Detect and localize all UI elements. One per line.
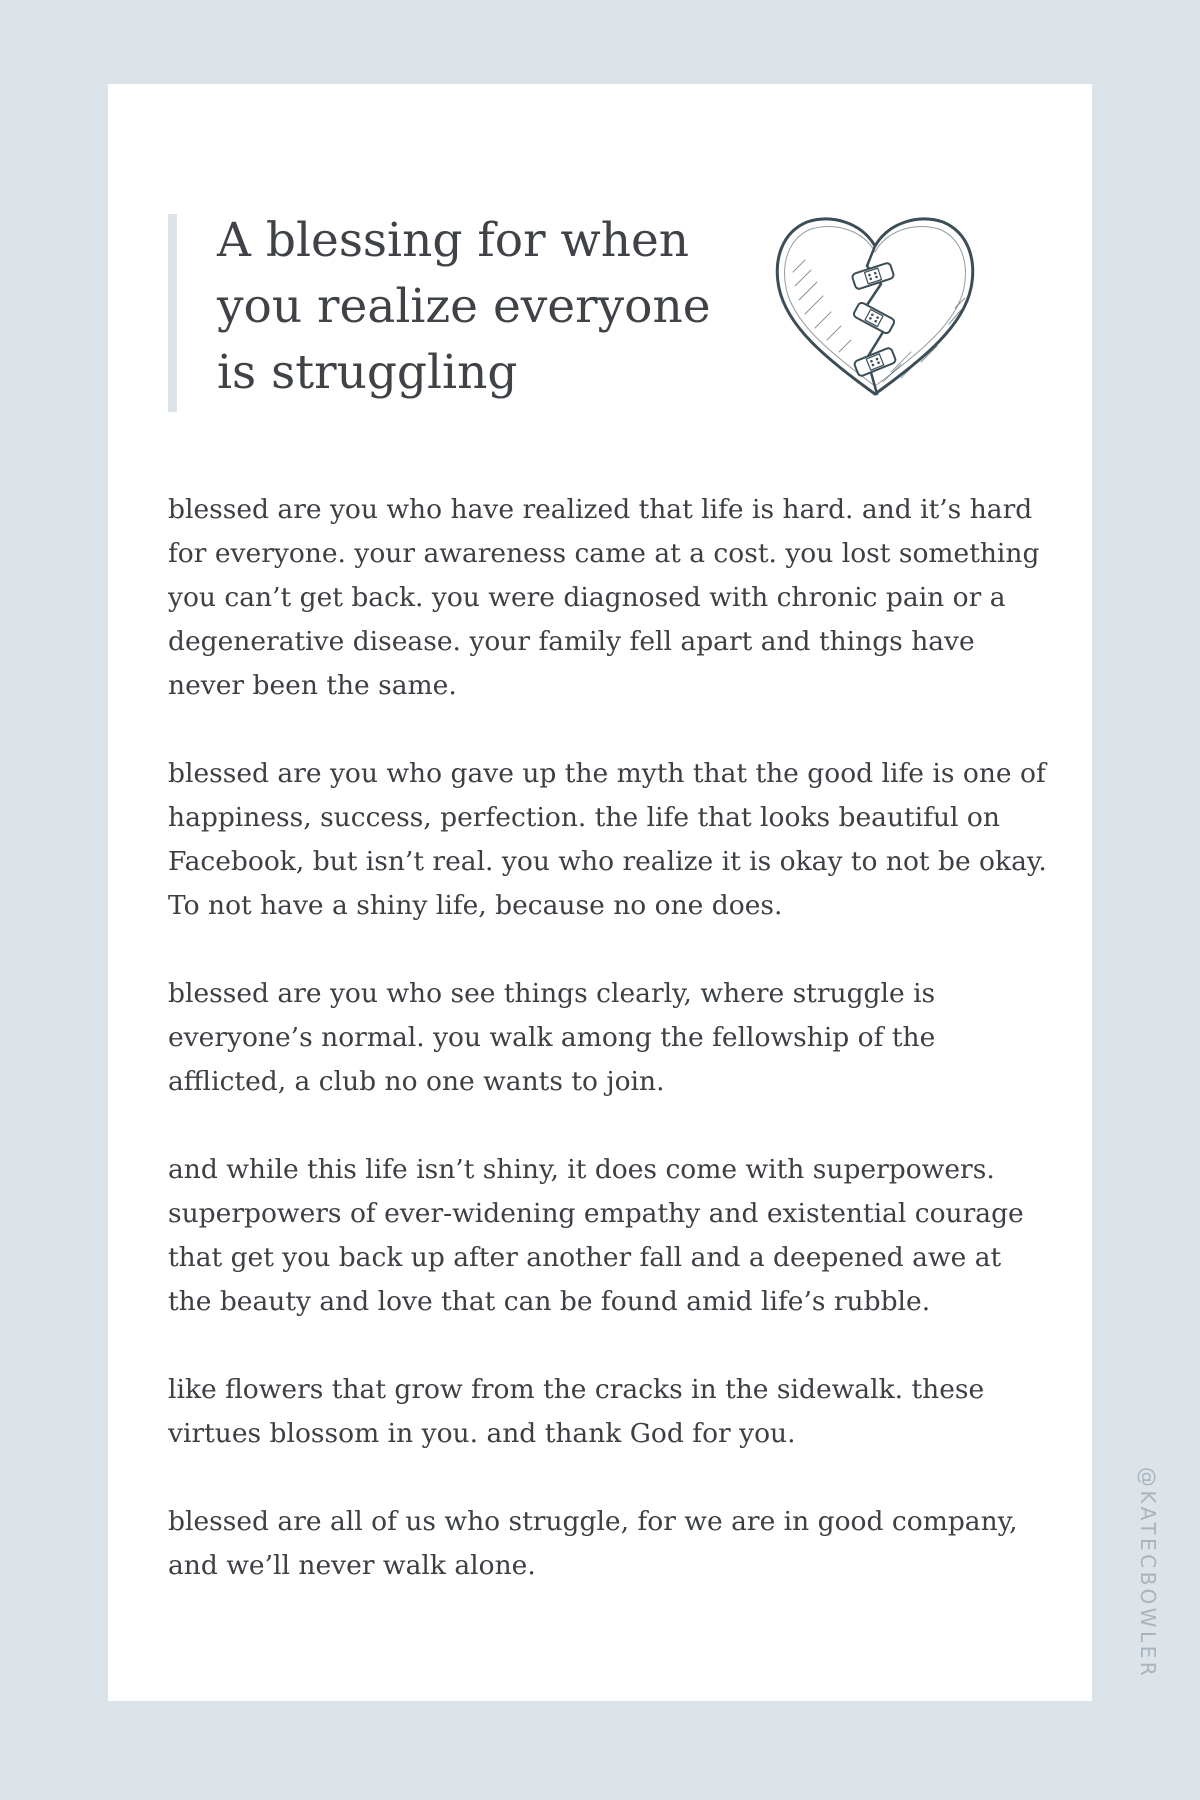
paragraph: and while this life isn’t shiny, it does come with superpowers. superpowers of ever-widening empathy and existential courage that get you back up after another fall and a deepened awe at the beauty and love that can be found amid life’s rubble. <box>168 1154 1024 1317</box>
bandaged-broken-heart-icon <box>771 212 979 398</box>
blessing-body <box>168 488 1048 1632</box>
paragraph: blessed are you who see things clearly, where struggle is everyone’s normal. you walk among the fellowship of the afflicted, a club no one wants to join. <box>168 978 936 1097</box>
paragraph: blessed are you who have realized that life is hard. and it’s hard for everyone. your awareness came at a cost. you lost something you can’t get back. you were diagnosed with chronic pain or a degenerative disease. your family fell apart and things have never been the same. <box>168 494 1040 701</box>
paragraph: like flowers that grow from the cracks in the sidewalk. these virtues blossom in you. and thank God for you. <box>168 1374 985 1449</box>
paragraph: blessed are all of us who struggle, for we are in good company, and we’ll never walk alone. <box>168 1506 1018 1581</box>
title-block <box>168 214 728 412</box>
paragraph: blessed are you who gave up the myth that the good life is one of happiness, success, perfection. the life that looks beautiful on Facebook, but isn’t real. you who realize it is okay to not be okay. To not have a shiny life, because no one does. <box>168 758 1047 921</box>
author-handle: @KATECBOWLER <box>1136 1466 1160 1680</box>
page-title: A blessing for when you realize everyone is struggling <box>217 213 711 400</box>
blessing-card <box>108 84 1092 1701</box>
